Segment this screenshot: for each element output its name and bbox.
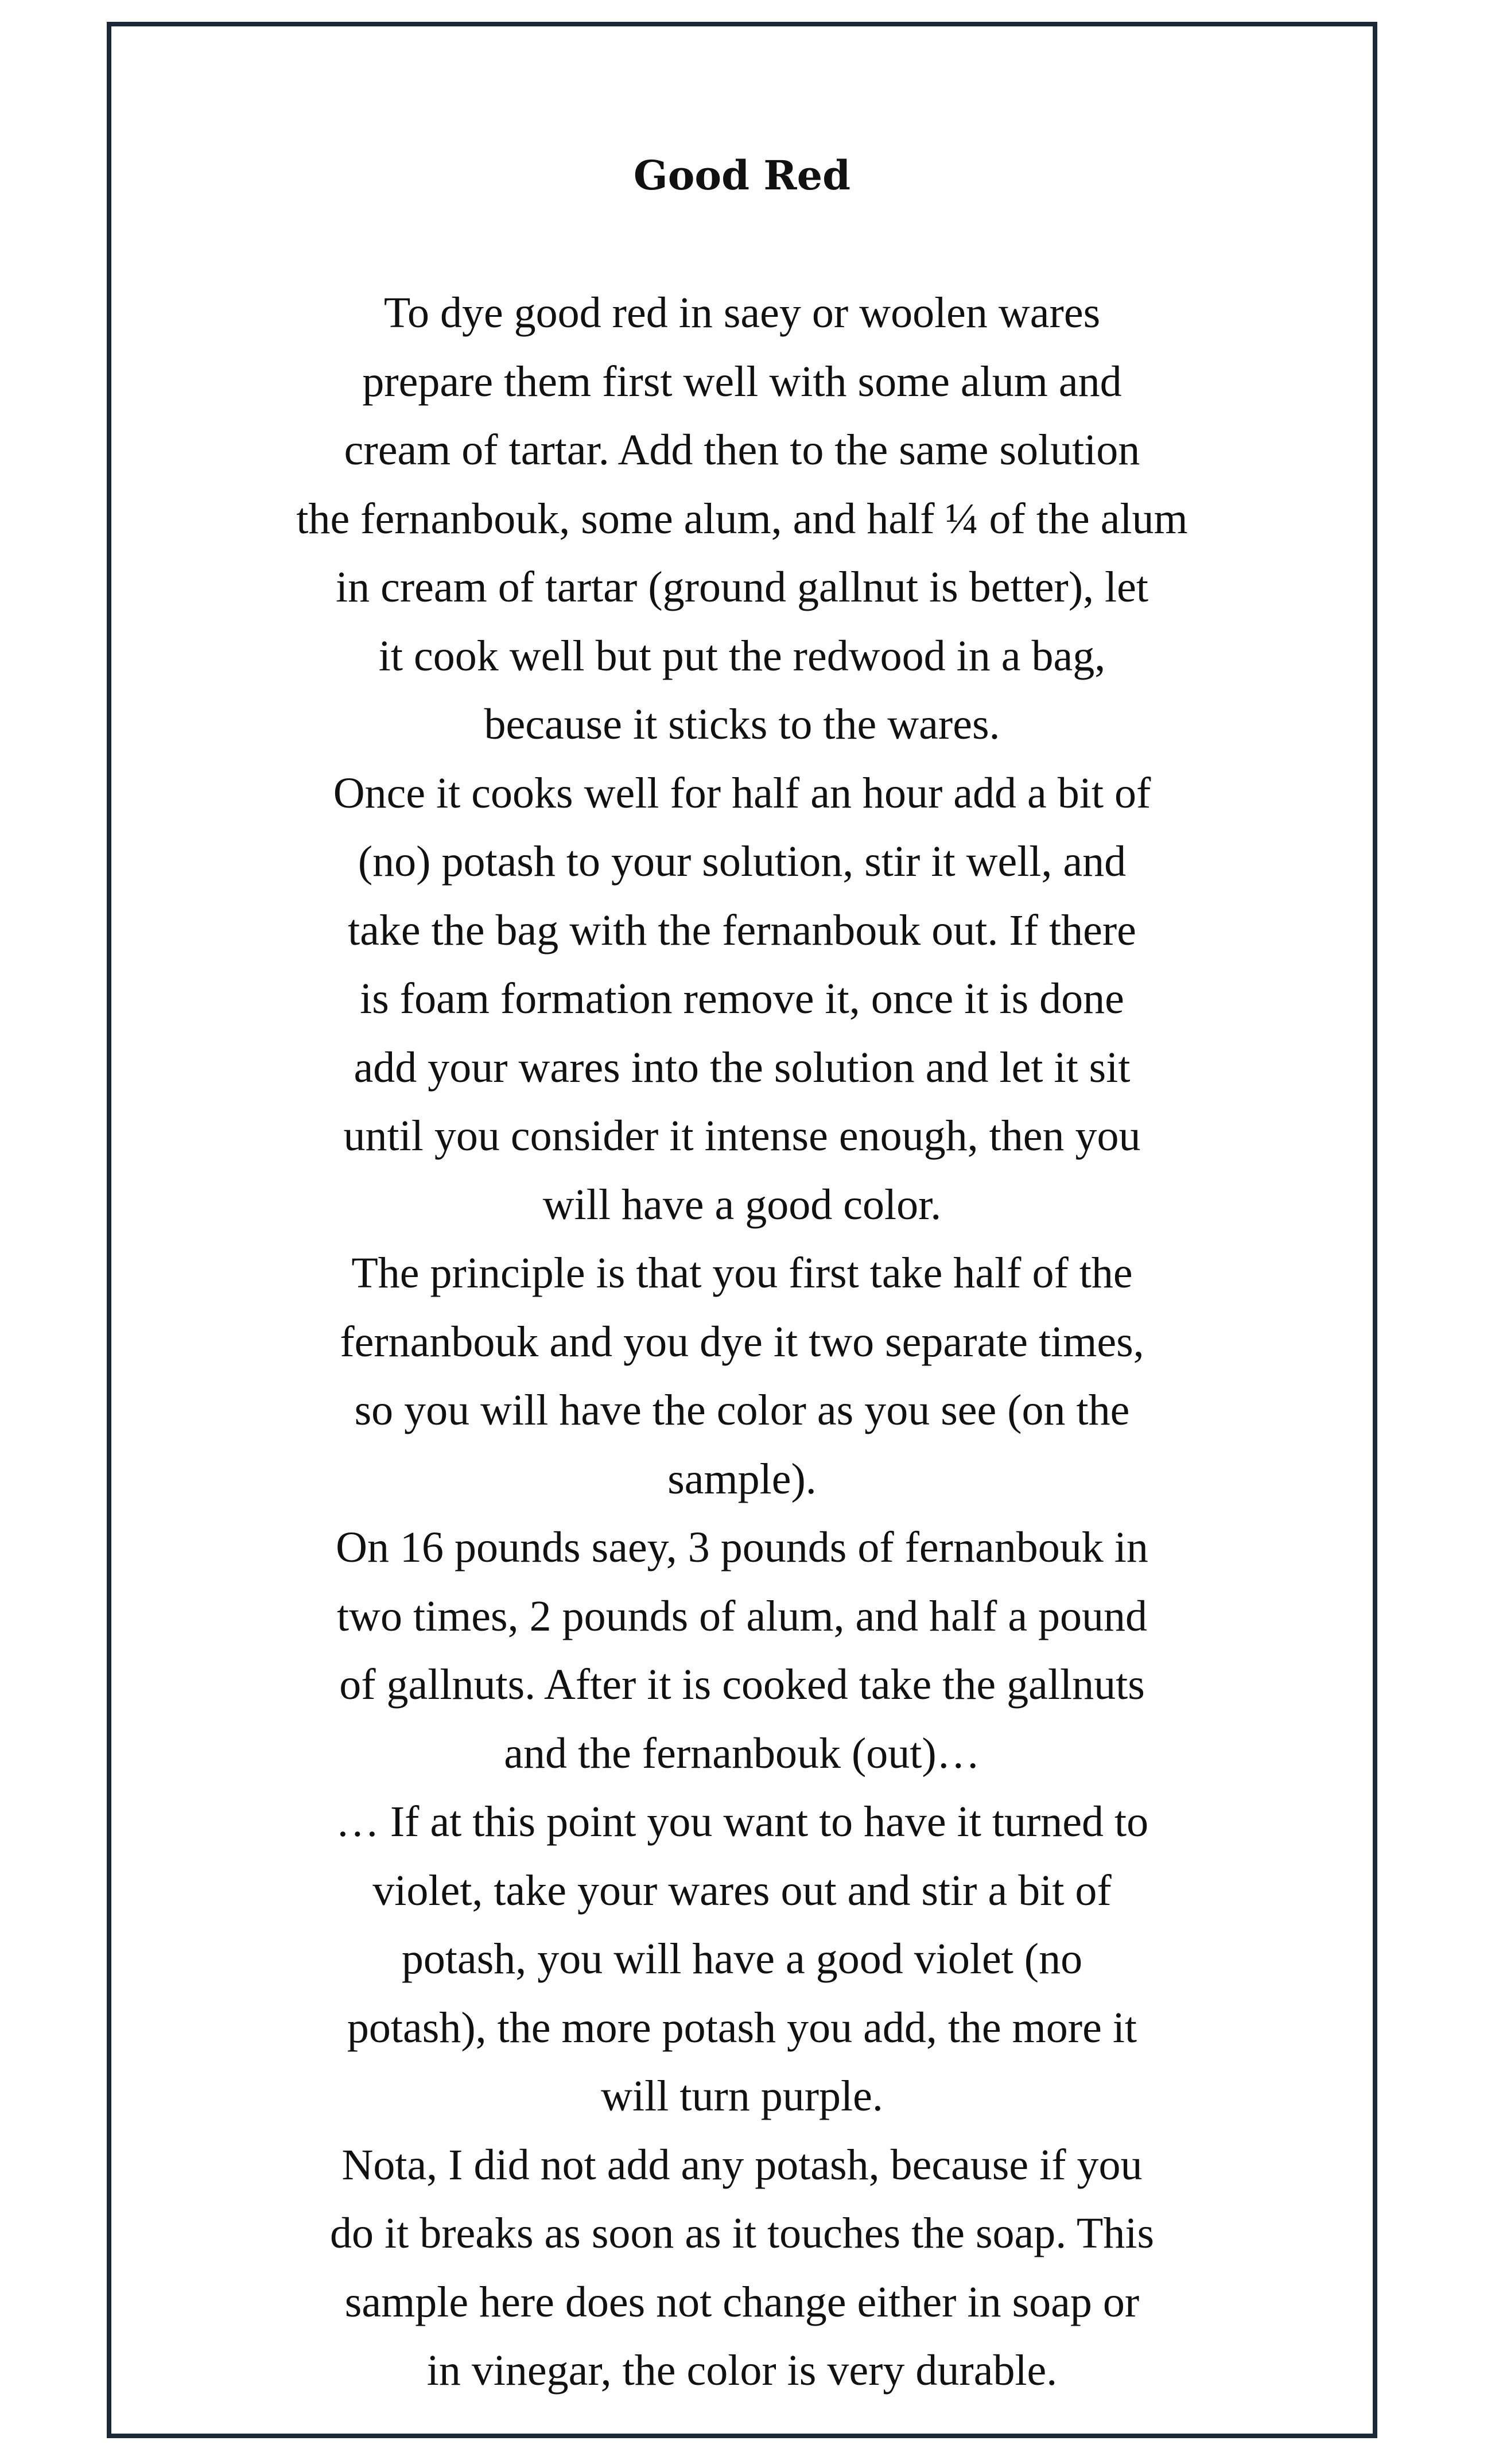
text-line: cream of tartar. Add then to the same solution <box>344 426 1140 474</box>
text-line: because it sticks to the wares. <box>484 700 1000 748</box>
text-line: potash), the more potash you add, the more it <box>347 2003 1137 2052</box>
document-frame <box>107 22 1377 2438</box>
text-line: until you consider it intense enough, then you <box>343 1112 1141 1160</box>
text-line: in cream of tartar (ground gallnut is better), let <box>335 563 1149 611</box>
text-line: … If at this point you want to have it turned to <box>335 1798 1149 1846</box>
text-line: On 16 pounds saey, 3 pounds of fernanbouk in <box>336 1523 1148 1571</box>
text-line: prepare them first well with some alum and <box>362 357 1122 406</box>
text-line: Nota, I did not add any potash, because if you <box>341 2140 1143 2189</box>
document-body <box>111 279 1373 2405</box>
text-line: of gallnuts. After it is cooked take the gallnuts <box>339 1660 1145 1709</box>
text-line: To dye good red in saey or woolen wares <box>383 289 1101 337</box>
text-line: fernanbouk and you dye it two separate times, <box>340 1317 1144 1366</box>
text-line: is foam formation remove it, once it is done <box>360 975 1124 1023</box>
text-line: potash, you will have a good violet (no <box>401 1935 1083 1983</box>
text-line: will turn purple. <box>601 2072 883 2120</box>
text-line: in vinegar, the color is very durable. <box>426 2346 1058 2395</box>
text-line: (no) potash to your solution, stir it well, and <box>358 837 1127 886</box>
text-line: two times, 2 pounds of alum, and half a pound <box>336 1592 1148 1640</box>
text-line: will have a good color. <box>542 1180 942 1229</box>
text-line: do it breaks as soon as it touches the soap. This <box>329 2209 1155 2257</box>
text-line: take the bag with the fernanbouk out. If there <box>348 906 1136 954</box>
document-title: Good Red <box>633 152 851 199</box>
text-line: and the fernanbouk (out)… <box>504 1729 980 1778</box>
text-line: so you will have the color as you see (on the <box>354 1386 1130 1434</box>
text-line: sample here does not change either in soap or <box>344 2277 1140 2326</box>
text-line: it cook well but put the redwood in a bag, <box>378 631 1106 680</box>
text-line: violet, take your wares out and stir a bit of <box>372 1866 1112 1915</box>
text-line: add your wares into the solution and let it sit <box>354 1043 1131 1092</box>
text-line: the fernanbouk, some alum, and half ¼ of the alum <box>296 494 1188 543</box>
text-line: sample). <box>667 1454 817 1503</box>
text-line: Once it cooks well for half an hour add a bit of <box>333 769 1151 817</box>
text-line: The principle is that you first take half of the <box>351 1249 1133 1297</box>
